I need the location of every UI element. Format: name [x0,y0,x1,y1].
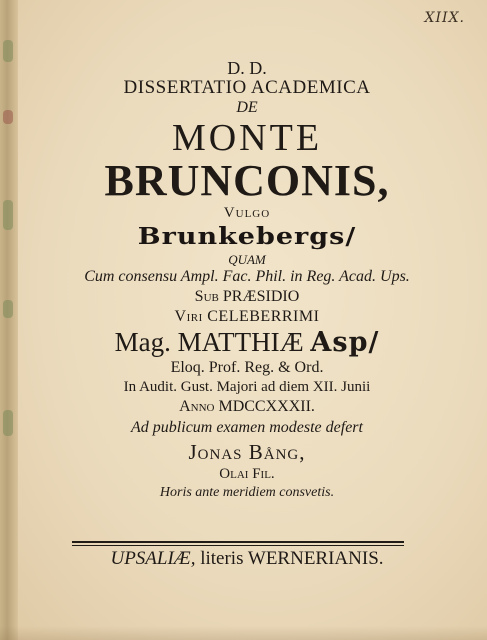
title-word-brunconis: BRUNCONIS, [104,156,390,205]
venue-date: In Audit. Gust. Majori ad diem XII. Junii [123,379,371,395]
respondent-patronymic: Olai Fil. [219,466,275,482]
stain-mark [3,110,13,124]
imprint-city: UPSALIÆ, [110,548,196,569]
title-block [24,56,470,503]
consent-line: Cum consensu Ampl. Fac. Phil. in Reg. Acad. Ups. [84,268,410,285]
vernacular-name: Brunkebergs/ [137,223,357,250]
year-line: Anno MDCCXXXII. [179,398,315,415]
stain-mark [3,300,13,318]
stain-mark [3,200,13,230]
divider-rule-thin [72,545,404,546]
stain-mark [3,410,13,436]
binding-edge [0,0,18,640]
praeses-prefix: Mag. MATTHIÆ [114,327,304,357]
page-shadow [0,626,487,640]
vulgo-label: Vulgo [223,205,271,221]
document-type: DISSERTATIO ACADEMICA [123,77,371,98]
title-word-monte: MONTE [171,117,323,159]
quam-label: QUAM [228,252,266,267]
respondent-name: Jonas Bång, [188,440,306,464]
praeses-surname: Asp/ [310,327,380,358]
catalog-mark: XIIX. [424,10,465,26]
title-preposition: DE [236,99,258,116]
invocation: D. D. [227,58,267,78]
imprint-printer: literis WERNERIANIS. [200,548,384,569]
time-line: Horis ante meridiem consvetis. [159,485,335,500]
stain-mark [3,40,13,62]
imprint [24,548,470,570]
praesidio-line: Sub PRÆSIDIO [194,288,300,305]
defense-line: Ad publicum examen modeste defert [131,419,363,436]
divider-rule [72,541,404,543]
viri-line: Viri CELEBERRIMI [174,308,320,325]
praeses-title: Eloq. Prof. Reg. & Ord. [170,359,324,376]
praeses-name [24,327,470,358]
